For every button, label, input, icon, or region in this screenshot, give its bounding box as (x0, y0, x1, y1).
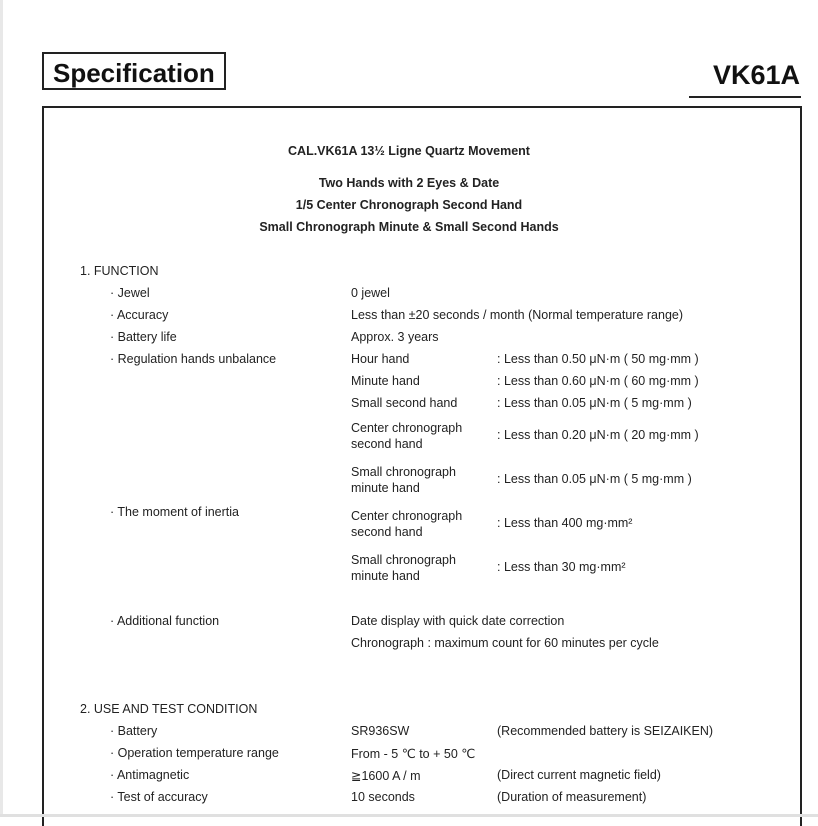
inertia-row-name (351, 552, 456, 584)
battery-value: SR936SW (351, 724, 410, 738)
row-name-line-1: Small chronograph (351, 465, 456, 479)
inertia-label: · The moment of inertia (110, 505, 239, 519)
test-accuracy-label: · Test of accuracy (110, 790, 208, 804)
additional-function-label: · Additional function (110, 614, 220, 628)
row-name-line-2: minute hand (351, 569, 420, 583)
regulation-row-value: : Less than 0.05 μN·m ( 5 mg·mm ) (497, 396, 692, 410)
battery-life-value: Approx. 3 years (351, 330, 439, 344)
regulation-row-name: Minute hand (351, 374, 420, 388)
row-name-line-2: minute hand (351, 481, 420, 495)
battery-label: · Battery (110, 724, 158, 738)
additional-function-value-1: Date display with quick date correction (351, 614, 565, 628)
inertia-row-name (351, 508, 462, 540)
section-heading-function: 1. FUNCTION (80, 264, 159, 278)
temperature-range-label: · Operation temperature range (110, 746, 279, 760)
accuracy-label: · Accuracy (110, 308, 169, 322)
inertia-row-value: : Less than 30 mg·mm² (497, 560, 626, 574)
regulation-row-name (351, 464, 456, 496)
regulation-row-value: : Less than 0.20 μN·m ( 20 mg·mm ) (497, 428, 699, 442)
test-accuracy-value: 10 seconds (351, 790, 415, 804)
accuracy-value: Less than ±20 seconds / month (Normal temperature range) (351, 308, 684, 322)
jewel-label: · Jewel (110, 286, 150, 300)
model-underline (689, 96, 801, 98)
additional-function-value-2: Chronograph : maximum count for 60 minutes per cycle (351, 636, 659, 650)
intro-line-1: Two Hands with 2 Eyes & Date (318, 176, 500, 190)
row-name-line-2: second hand (351, 437, 423, 451)
regulation-row-name: Small second hand (351, 396, 458, 410)
antimagnetic-label: · Antimagnetic (110, 768, 190, 782)
regulation-row-value: : Less than 0.60 μN·m ( 60 mg·mm ) (497, 374, 699, 388)
test-accuracy-note: (Duration of measurement) (497, 790, 647, 804)
antimagnetic-value: ≧1600 A / m (351, 769, 421, 783)
caliber-title: CAL.VK61A 13½ Ligne Quartz Movement (288, 144, 530, 158)
page-title: Specification (42, 52, 226, 90)
regulation-label: · Regulation hands unbalance (110, 352, 277, 366)
temperature-range-value: From - 5 ℃ to + 50 ℃ (351, 747, 476, 761)
battery-life-label: · Battery life (110, 330, 177, 344)
inertia-row-value: : Less than 400 mg·mm² (497, 516, 633, 530)
row-name-line-1: Center chronograph (351, 421, 463, 435)
battery-note: (Recommended battery is SEIZAIKEN) (497, 724, 714, 738)
model-number: VK61A (712, 60, 800, 90)
regulation-row-value: : Less than 0.05 μN·m ( 5 mg·mm ) (497, 472, 692, 486)
page-edge (0, 0, 3, 817)
row-name-line-1: Center chronograph (351, 509, 463, 523)
intro-line-3: Small Chronograph Minute & Small Second Hands (259, 220, 559, 234)
regulation-row-name (351, 420, 462, 452)
regulation-row-name: Hour hand (351, 352, 410, 366)
intro-line-2: 1/5 Center Chronograph Second Hand (295, 198, 523, 212)
antimagnetic-note: (Direct current magnetic field) (497, 768, 661, 782)
jewel-value: 0 jewel (351, 286, 390, 300)
regulation-row-value: : Less than 0.50 μN·m ( 50 mg·mm ) (497, 352, 699, 366)
row-name-line-1: Small chronograph (351, 553, 456, 567)
section-heading-use-test: 2. USE AND TEST CONDITION (80, 702, 258, 716)
row-name-line-2: second hand (351, 525, 423, 539)
